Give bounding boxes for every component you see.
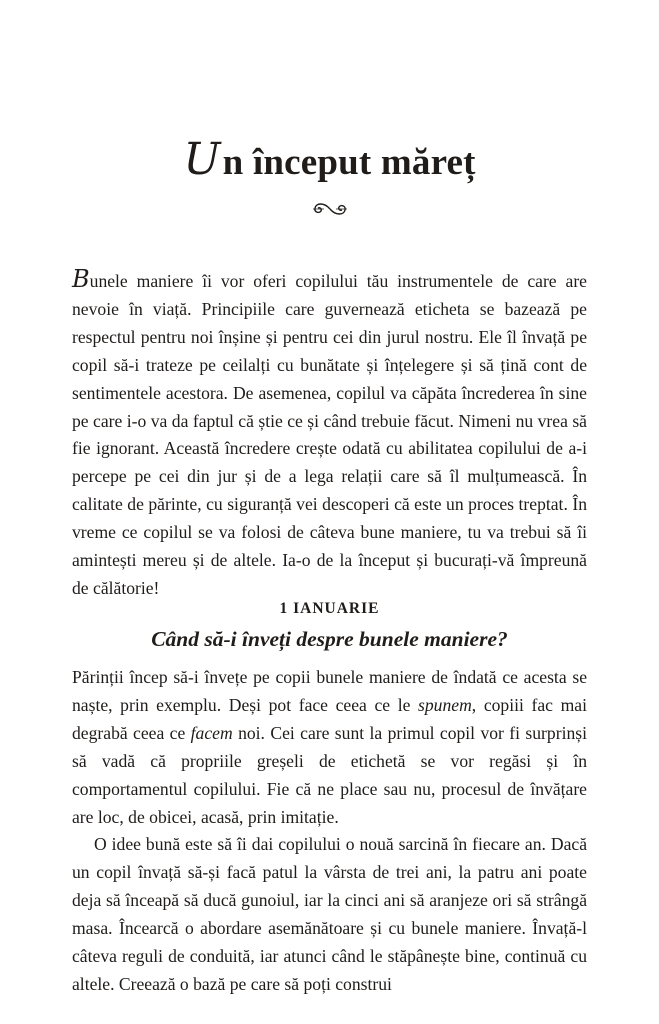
- chapter-title: [72, 134, 587, 185]
- emphasis-spunem: spunem: [418, 694, 472, 715]
- entry-date: 1 IANUARIE: [279, 600, 380, 617]
- intro-paragraph: [72, 265, 587, 603]
- entry-title: Când să-i înveți despre bunele maniere?: [151, 627, 508, 651]
- book-page: [72, 0, 587, 1024]
- entry-body: [72, 664, 587, 999]
- emphasis-facem: facem: [190, 722, 233, 743]
- chapter-title-text: n început măreț: [222, 142, 476, 183]
- entry-paragraph-1-part-b: , copiii fac mai degrabă ceea ce: [72, 694, 587, 743]
- fleuron-ornament-icon: [310, 200, 350, 218]
- entry-paragraph-2: O idee bună este să îi dai copilului o nouă sarcină în fiecare an. Dacă un copil învață să-și facă patul la vârsta de trei ani, la patru ani poate deja să înceapă să ducă gunoiul, iar la cinci ani să aranjeze ori să strângă masa. Încearcă o abordare asemănătoare și cu bunele maniere. Învață-l câteva reguli de conduită, iar atunci când le stăpânește bine, continuă cu altele. Creează o bază pe care să poți construi: [72, 834, 587, 994]
- intro-dropcap: B: [72, 265, 90, 293]
- entry-paragraph-1: [72, 664, 587, 831]
- intro-text: unele maniere îi vor oferi copilului tău instrumentele de care are nevoie în viață. Principiile care guvernează eticheta se bazează pe respectul pentru noi înșine și pentru cei din jurul nostru. Ele îl învață pe copil să-i trateze pe ceilalți cu bunătate și înțelegere și să țină cont de sentimentele acestora. De asemenea, copilul va căpăta încrederea în sine pe care i-o va da faptul că știe ce și când trebuie făcut. Nimeni nu vrea să fie ignorant. Această încredere crește odată cu abilitatea copilului de a-i percepe pe cei din jur și de a lega relații care să îl mulțumească. În calitate de părinte, cu siguranță vei descoperi că este un proces treptat. În vreme ce copilul se va folosi de câteva bune maniere, tu va trebui să îi amintești mereu și de altele. Ia-o de la început și bucurați-vă împreună de călătorie!: [72, 271, 587, 598]
- entry-paragraph-1-part-c: noi. Cei care sunt la primul copil vor fi surprinși să vadă că propriile greșeli de etichetă se vor regăsi și în comportamentul copilului. Fie că ne place sau nu, procesul de învățare are loc, de obicei, acasă, prin imitație.: [72, 722, 587, 827]
- chapter-title-initial: U: [183, 134, 221, 185]
- entry-paragraph-1-part-a: Părinții încep să-i învețe pe copii bunele maniere de îndată ce acesta se naște, prin exemplu. Deși pot face ceea ce le: [72, 667, 587, 715]
